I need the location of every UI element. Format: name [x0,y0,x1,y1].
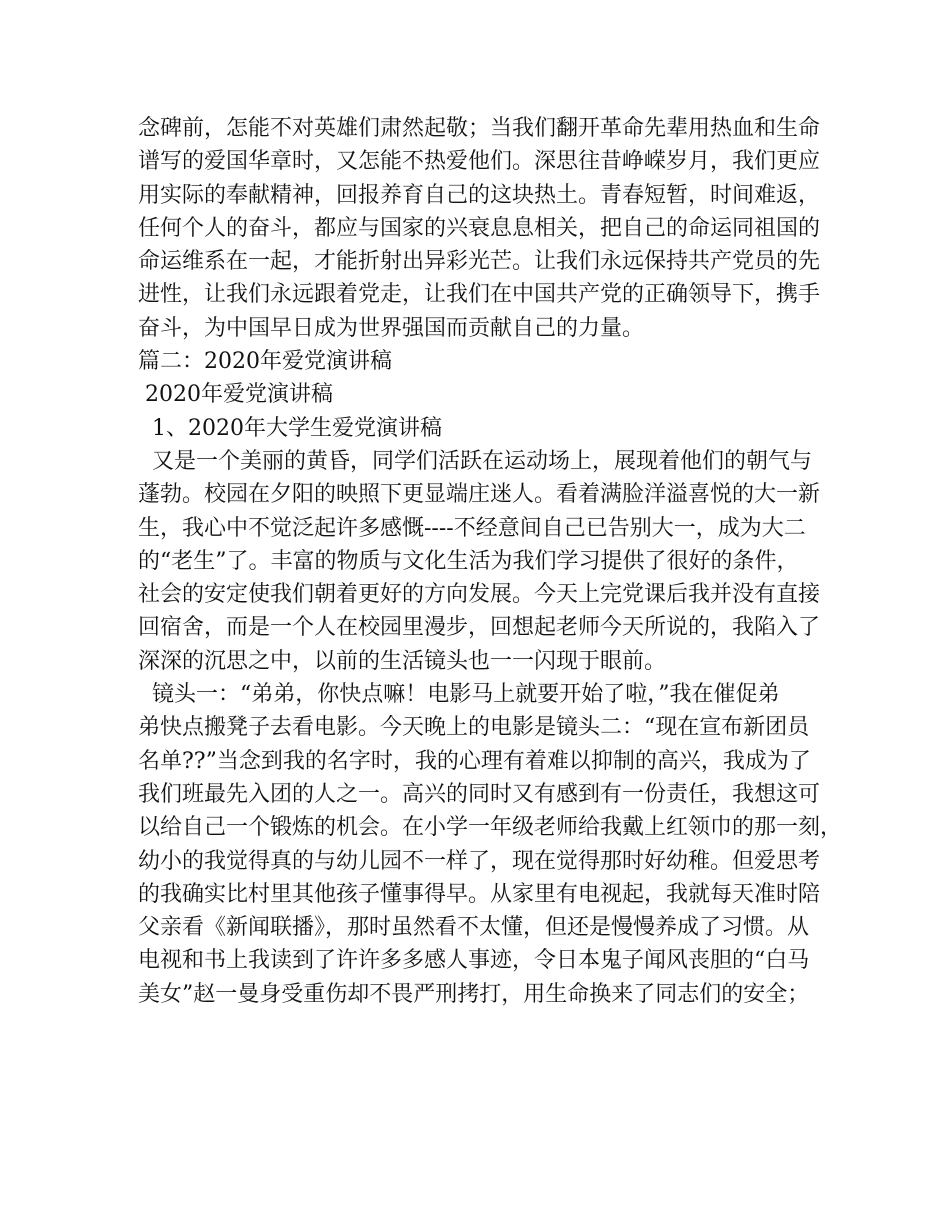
text-line: 我们班最先入团的人之一。高兴的同时又有感到有一份责任，我想这可 [138,781,821,807]
text-line: 生，我心中不觉泛起许多感慨----不经意间自己已告别大一，成为大二 [138,515,806,541]
text-line: 社会的安定使我们朝着更好的方向发展。今天上完党课后我并没有直接 [138,582,821,608]
text-line: 蓬勃。校园在夕阳的映照下更显端庄迷人。看着满脸洋溢喜悦的大一新 [138,482,821,508]
text-line: 谱写的爱国华章时，又怎能不热爱他们。深思往昔峥嵘岁月，我们更应 [138,149,821,175]
text-line: 的我确实比村里其他孩子懂事得早。从家里有电视起，我就每天准时陪 [138,881,821,907]
article-subtitle: 1、2020年大学生爱党演讲稿 [138,415,442,441]
text-line: 镜头一：“弟弟，你快点嘛！电影马上就要开始了啦，”我在催促弟 [138,682,780,708]
text-line: 父亲看《新闻联播》，那时虽然看不太懂，但还是慢慢养成了习惯。从 [138,915,810,941]
text-line: 幼小的我觉得真的与幼儿园不一样了，现在觉得那时好幼稚。但爱思考 [138,848,821,874]
text-line: 任何个人的奋斗，都应与国家的兴衰息息相关，把自己的命运同祖国的 [138,215,821,241]
text-line: 用实际的奉献精神，回报养育自己的这块热土。青春短暂，时间难返， [138,182,821,208]
text-line: 深深的沉思之中，以前的生活镜头也一一闪现于眼前。 [138,648,667,674]
text-line: 念碑前，怎能不对英雄们肃然起敬；当我们翻开革命先辈用热血和生命 [138,116,821,141]
article-title: 2020年爱党演讲稿 [138,382,333,408]
text-line: 美女”赵一曼身受重伤却不畏严刑拷打，用生命换来了同志们的安全； [138,981,810,1007]
text-line: 命运维系在一起，才能折射出异彩光芒。让我们永远保持共产党员的先 [138,249,821,275]
text-line: 奋斗，为中国早日成为世界强国而贡献自己的力量。 [138,315,645,341]
text-line: 的“老生”了。丰富的物质与文化生活为我们学习提供了很好的条件， [138,548,799,574]
text-line: 回宿舍，而是一个人在校园里漫步，回想起老师今天所说的，我陷入了 [138,615,821,641]
text-line: 又是一个美丽的黄昏，同学们活跃在运动场上，展现着他们的朝气与 [138,448,812,474]
text-line: 弟快点搬凳子去看电影。今天晚上的电影是镜头二：“现在宣布新团员 [138,715,810,741]
section-heading: 篇二：2020年爱党演讲稿 [138,349,392,375]
text-line: 电视和书上我读到了许许多多感人事迹，令日本鬼子闻风丧胆的“白马 [138,948,810,974]
text-line: 名单??”当念到我的名字时，我的心理有着难以抑制的高兴，我成为了 [138,748,811,774]
text-line: 以给自己一个锻炼的机会。在小学一年级老师给我戴上红领巾的那一刻， [138,815,843,841]
text-line: 进性，让我们永远跟着党走，让我们在中国共产党的正确领导下，携手 [138,282,821,308]
document-body [138,112,843,1011]
